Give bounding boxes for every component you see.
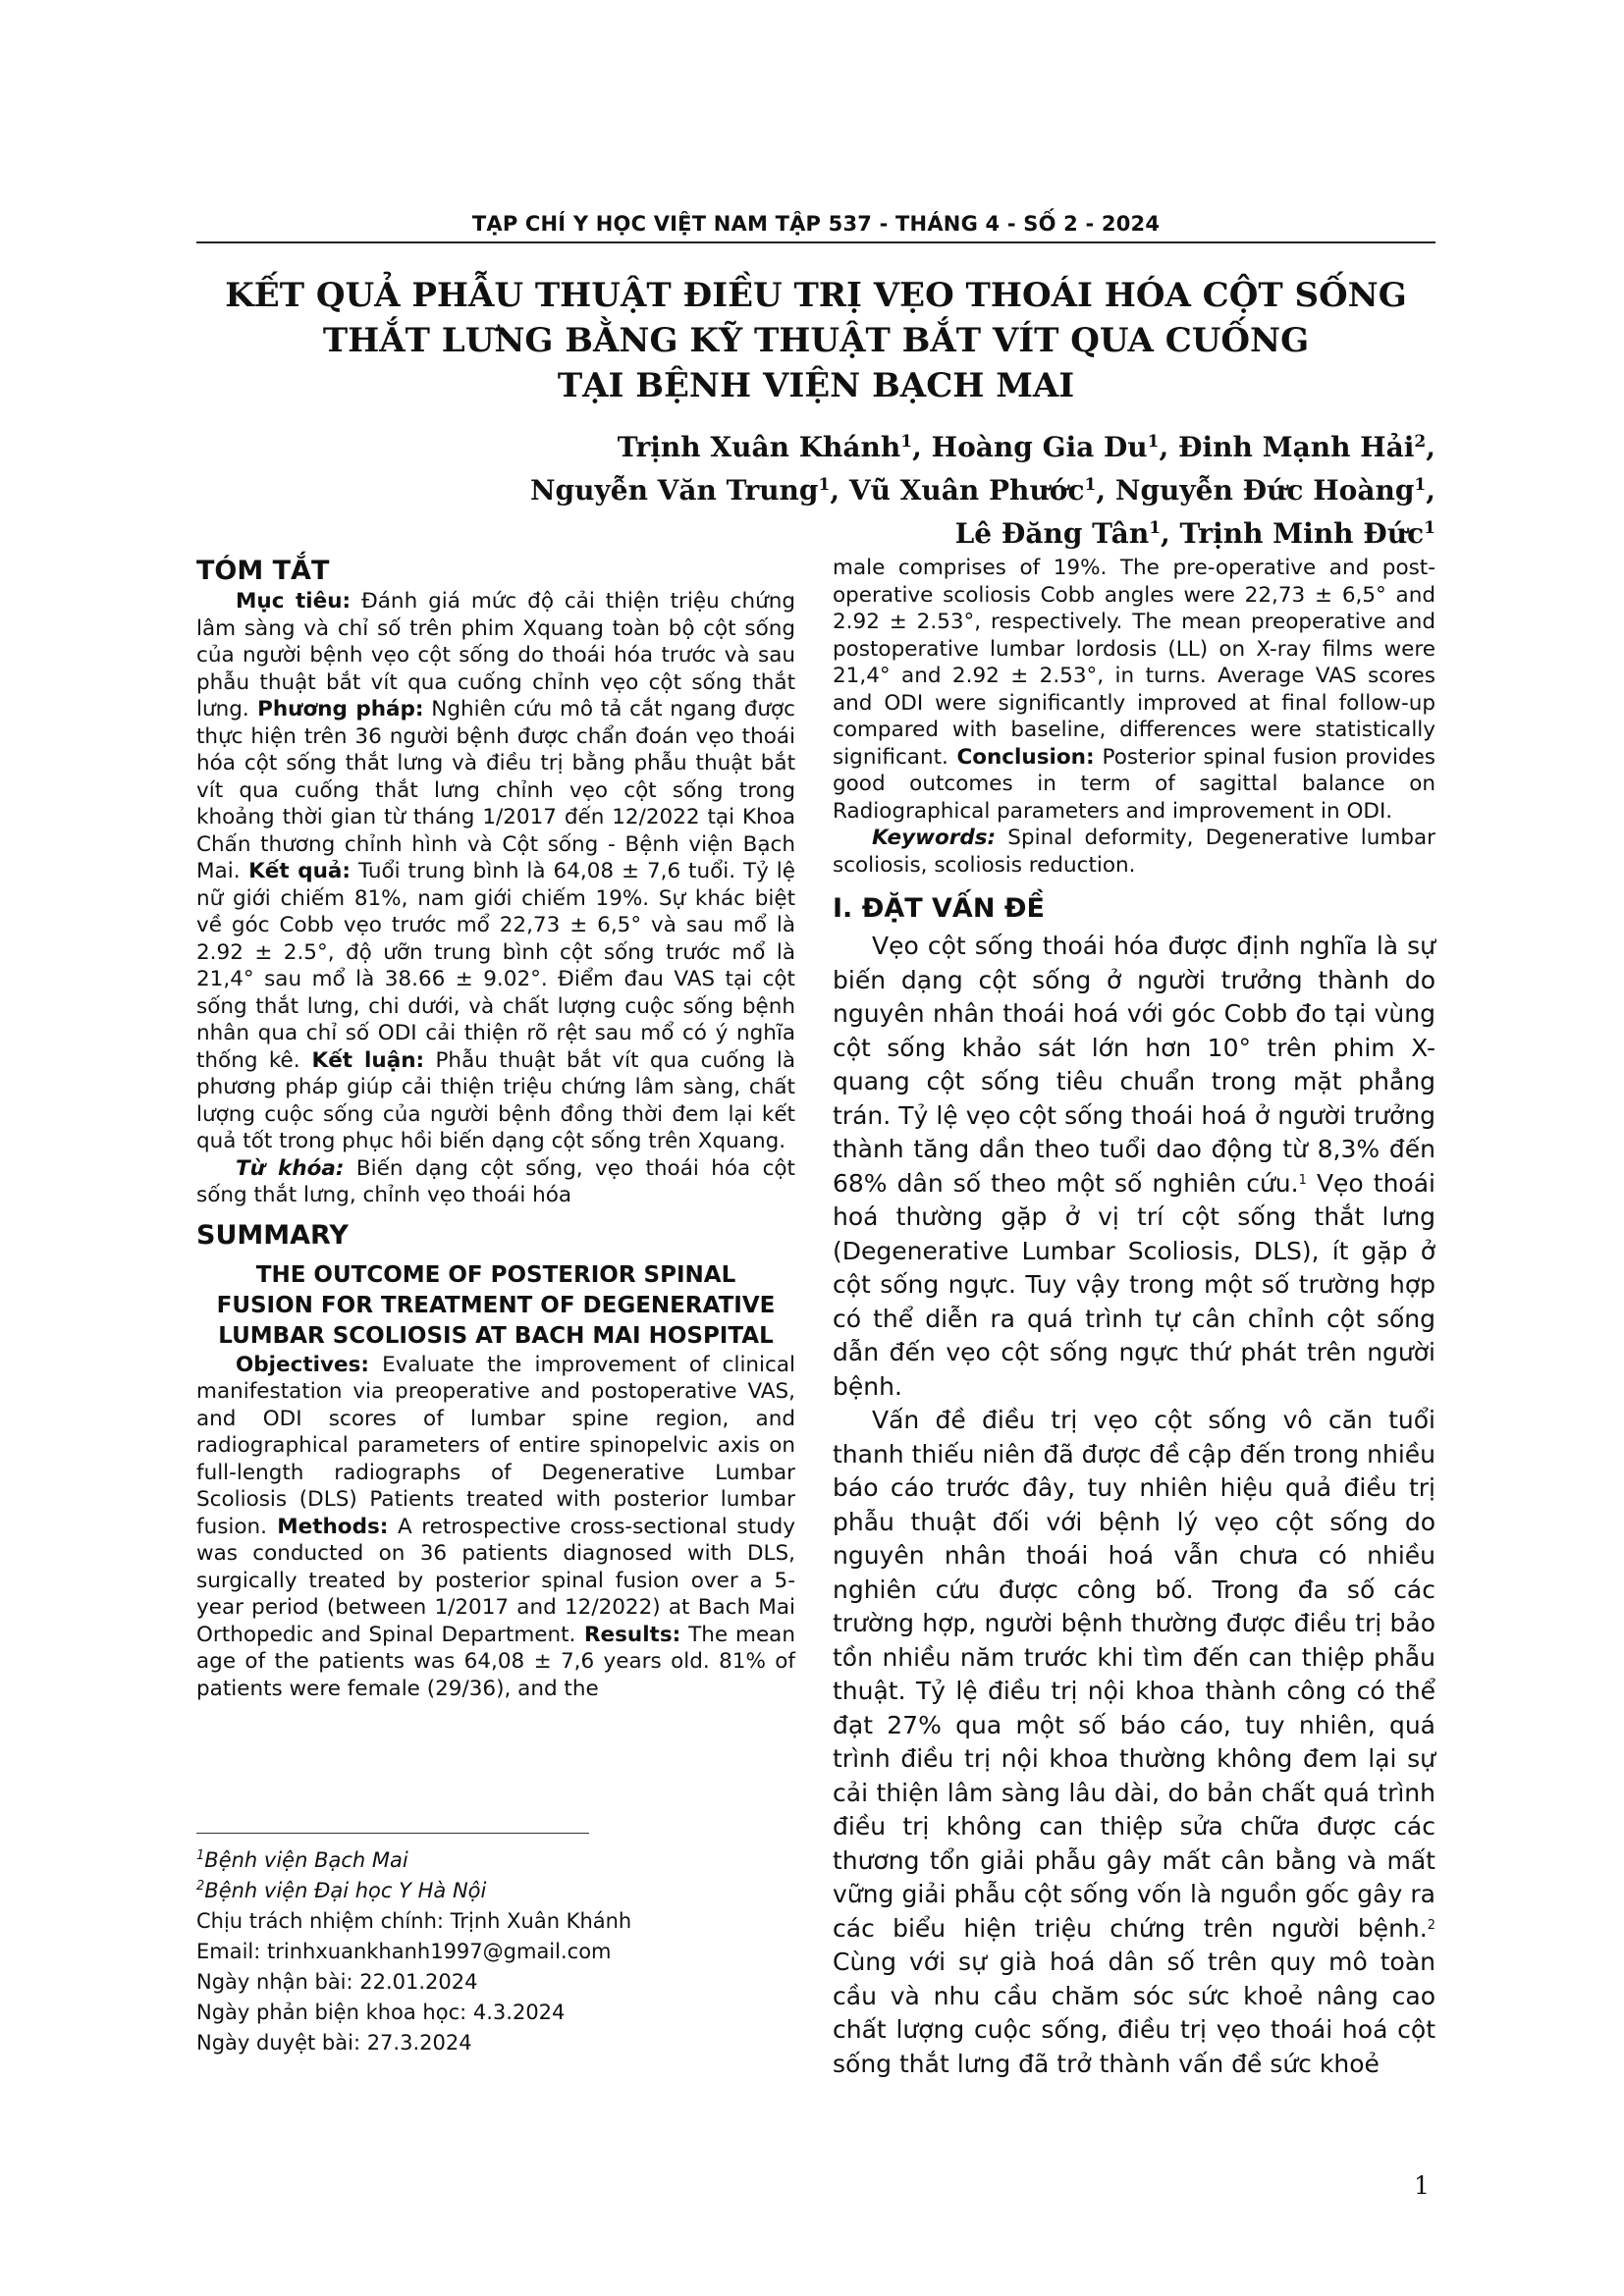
objectives-label: Objectives: xyxy=(236,1352,370,1377)
affiliation-footnote xyxy=(196,1876,795,1906)
author-list xyxy=(454,426,1435,556)
right-column xyxy=(833,555,1435,2081)
affiliation-mark: 1 xyxy=(1414,475,1427,495)
method-text: Nghiên cứu mô tả cắt ngang được thực hiện trên 36 người bệnh được chẩn đoán vẹo thoái hóa cột sống thắt lưng và điều trị bằng phẫu thuật bắt vít qua cuống thắt lưng chỉnh vẹo cột sống trong khoảng thời gian từ tháng 1/2017 đến 12/2022 tại Khoa Chấn thương chỉnh hình và Cột sống - Bệnh viện Bạch Mai. xyxy=(196,697,795,883)
results-text-continued: male comprises of 19%. The pre-operative and post-operative scoliosis Cobb angles were 22,73 ± 6,5° and 2.92 ± 2.53°, respectively. The mean preoperative and postoperative lumbar lordosis (LL) on X-ray films were 21,4° and 2.92 ± 2.53°, in turns. Average VAS scores and ODI were significantly improved at final follow-up compared with baseline, differences were statistically significant. xyxy=(833,556,1435,770)
section-heading: I. ĐẶT VẤN ĐỀ xyxy=(833,893,1045,924)
author-line: Nguyễn Văn Trung$^1$, Vũ Xuân Phước$^1$, Nguyễn Đức Hoàng$^1$, xyxy=(529,474,1435,507)
english-title-line: FUSION FOR TREATMENT OF DEGENERATIVE xyxy=(216,1292,776,1318)
title-line: TẠI BỆNH VIỆN BẠCH MAI xyxy=(557,366,1075,405)
body-text: Vấn đề điều trị vẹo cột sống vô căn tuổi thanh thiếu niên đã được đề cập đến trong nhiều báo cáo trước đây, tuy nhiên hiệu quả điều trị phẫu thuật đối với bệnh lý vẹo cột sống do nguyên nhân thoái hoá vẫn chưa có nhiều nghiên cứu được công bố. Trong đa số các trường hợp, người bệnh thường được điều trị bảo tồn nhiều năm trước khi tìm đến can thiệp phẫu thuật. Tỷ lệ điều trị nội khoa thành công có thể đạt 27% qua một số báo cáo, tuy nhiên, quá trình điều trị nội khoa thường không đem lại sự cải thiện lâm sàng lâu dài, do bản chất quá trình điều trị không can thiệp sửa chữa được các thương tổn giải phẫu gây mất cân bằng và mất vững giải phẫu cột sống vốn là nguồn gốc gây ra các biểu hiện triệu chứng trên người bệnh. xyxy=(833,1406,1435,1943)
keywords-vi xyxy=(196,1155,795,1209)
body-paragraph xyxy=(833,1404,1435,2081)
author-line: Trịnh Xuân Khánh$^1$, Hoàng Gia Du$^1$, Đinh Mạnh Hải$^2$, xyxy=(617,431,1435,463)
author-name: Nguyễn Văn Trung xyxy=(529,474,819,507)
author-name: Hoàng Gia Du xyxy=(931,431,1148,463)
page-number: 1 xyxy=(1414,2171,1430,2200)
result-label: Kết quả: xyxy=(240,859,352,883)
author-name: Nguyễn Đức Hoàng xyxy=(1114,474,1415,507)
footnote-mark: 1 xyxy=(196,1848,205,1863)
summary-continued xyxy=(833,555,1435,825)
method-label: Phương pháp: xyxy=(248,697,424,721)
affiliation-mark: 1 xyxy=(1149,518,1162,538)
footnote-rule xyxy=(196,1833,589,1834)
english-title-line: LUMBAR SCOLIOSIS AT BACH MAI HOSPITAL xyxy=(218,1322,774,1349)
footnote-mark: 2 xyxy=(196,1879,205,1894)
body-text: Cùng với sự già hoá dân số trên quy mô toàn cầu và nhu cầu chăm sóc sức khoẻ nâng cao chất lượng cuộc sống, điều trị vẹo thoái hoá cột sống thắt lưng đã trở thành vấn đề sức khoẻ xyxy=(833,1948,1435,2078)
conclusion-label: Kết luận: xyxy=(299,1047,425,1073)
author-line: Lê Đăng Tân$^1$, Trịnh Minh Đức$^1$ xyxy=(954,517,1435,550)
summary-paragraph xyxy=(196,1352,795,1703)
email-line: Email: trinhxuankhanh1997@gmail.com xyxy=(196,1940,612,1963)
english-title-line: THE OUTCOME OF POSTERIOR SPINAL xyxy=(255,1261,736,1288)
affiliation-text: Bệnh viện Đại học Y Hà Nội xyxy=(204,1879,487,1902)
affiliation-text: Bệnh viện Bạch Mai xyxy=(204,1848,408,1872)
affiliation-footnote xyxy=(196,1845,795,1876)
body-text: Vẹo thoái hoá thường gặp ở vị trí cột sống thắt lưng (Degenerative Lumbar Scoliosis, DLS), ít gặp ở cột sống ngực. Tuy vậy trong một số trường hợp có thể diễn ra quá trình tự cân chỉnh cột sống dẫn đến vẹo cột sống ngực thứ phát trên người bệnh. xyxy=(833,1168,1435,1401)
author-name: Lê Đăng Tân xyxy=(954,517,1150,550)
left-column xyxy=(196,555,795,1702)
body-paragraph xyxy=(833,930,1435,1404)
result-text: Tuổi trung bình là 64,08 ± 7,6 tuổi. Tỷ lệ nữ giới chiếm 81%, nam giới chiếm 19%. Sự khác biệt về góc Cobb vẹo trước mổ 22,73 ± 6,5° và sau mổ là 2.92 ± 2.5°, độ ưỡn trung bình cột sống trước mổ là 21,4° sau mổ là 38.66 ± 9.02°. Điểm đau VAS tại cột sống thắt lưng, chi dưới, và chất lượng cuộc sống bệnh nhân qua chỉ số ODI cải thiện rõ rệt sau mổ có ý nghĩa thống kê. xyxy=(196,859,795,1073)
footnotes xyxy=(196,1845,795,2058)
methods-text: A retrospective cross-sectional study was conducted on 36 patients diagnosed with DLS, surgically treated by posterior spinal fusion over a 5-year period (between 1/2017 and 12/2022) at Bach Mai Orthopedic and Spinal Department. xyxy=(196,1514,795,1647)
keywords-label-en: Keywords: xyxy=(872,826,997,850)
affiliation-mark: 1 xyxy=(900,432,913,452)
citation-ref: 2 xyxy=(1427,1917,1435,1933)
conclusion-label-en: Conclusion: xyxy=(947,744,1095,770)
affiliation-mark: 1 xyxy=(1147,432,1160,452)
body-text: Vẹo cột sống thoái hóa được định nghĩa là sự biến dạng cột sống ở người trưởng thành do nguyên nhân thoái hoá với góc Cobb đo tại vùng cột sống khảo sát lớn hơn 10° trên phim X-quang cột sống tiêu chuẩn trong mặt phẳng trán. Tỷ lệ vẹo cột sống thoái hoá ở người trưởng thành tăng dần theo tuổi dao động từ 8,3% đến 68% dân số theo một số nghiên cứu. xyxy=(833,932,1435,1198)
header-rule xyxy=(196,241,1435,243)
keywords-label: Từ khóa: xyxy=(236,1155,345,1181)
affiliation-mark: 2 xyxy=(1414,432,1427,452)
article-title xyxy=(196,273,1435,408)
abstract-heading: TÓM TẮT xyxy=(196,556,330,586)
author-name: Trịnh Minh Đức xyxy=(1179,517,1425,550)
keywords-text: Biến dạng cột sống, vẹo thoái hóa cột sống thắt lưng, chỉnh vẹo thoái hóa xyxy=(196,1155,795,1207)
english-title xyxy=(196,1260,795,1352)
review-date: Ngày phản biện khoa học: 4.3.2024 xyxy=(196,2001,566,2024)
keywords-text-en: Spinal deformity, Degenerative lumbar scoliosis, scoliosis reduction. xyxy=(833,826,1435,878)
results-label: Results: xyxy=(575,1622,681,1647)
received-date: Ngày nhận bài: 22.01.2024 xyxy=(196,1970,478,1994)
affiliation-mark: 1 xyxy=(1084,475,1097,495)
author-name: Trịnh Xuân Khánh xyxy=(617,431,901,463)
author-name: Vũ Xuân Phước xyxy=(848,474,1085,507)
accepted-date: Ngày duyệt bài: 27.3.2024 xyxy=(196,2031,472,2055)
objective-text: Đánh giá mức độ cải thiện triệu chứng lâm sàng và chỉ số trên phim Xquang toàn bộ cột sống của người bệnh vẹo cột sống do thoái hóa trước và sau phẫu thuật bắt vít qua cuống chỉnh vẹo cột sống thắt lưng. xyxy=(196,589,795,721)
abstract-paragraph xyxy=(196,588,795,1155)
objectives-text: Evaluate the improvement of clinical manifestation via preoperative and postoperative VAS, and ODI scores of lumbar spine region, and radiographical parameters of entire spinopelvic axis on full-length radiographs of Degenerative Lumbar Scoliosis (DLS) Patients treated with posterior lumbar fusion. xyxy=(196,1352,795,1539)
conclusion-text-en: Posterior spinal fusion provides good outcomes in term of sagittal balance on Radiographical parameters and improvement in ODI. xyxy=(833,744,1435,824)
affiliation-mark: 1 xyxy=(818,475,831,495)
title-line: THẮT LƯNG BẰNG KỸ THUẬT BẮT VÍT QUA CUỐNG xyxy=(322,321,1310,360)
keywords-en xyxy=(833,825,1435,879)
title-line: KẾT QUẢ PHẪU THUẬT ĐIỀU TRỊ VẸO THOÁI HÓA CỘT SỐNG xyxy=(225,276,1407,315)
objective-label: Mục tiêu: xyxy=(236,589,352,614)
results-text: The mean age of the patients was 64,08 ± 7,6 years old. 81% of patients were female (29/36), and the xyxy=(196,1622,795,1701)
conclusion-text: Phẫu thuật bắt vít qua cuống là phương pháp giúp cải thiện triệu chứng lâm sàng, chất lượng cuộc sống của người bệnh đồng thời đem lại kết quả tốt trong phục hồi biến dạng cột sống trên Xquang. xyxy=(196,1047,795,1153)
running-head: TẠP CHÍ Y HỌC VIỆT NAM TẬP 537 - THÁNG 4 - SỐ 2 - 2024 xyxy=(471,212,1161,236)
methods-label: Methods: xyxy=(267,1514,389,1539)
citation-ref: 1 xyxy=(1298,1172,1307,1188)
author-name: Đinh Mạnh Hải xyxy=(1178,431,1415,463)
corresponding-author: Chịu trách nhiệm chính: Trịnh Xuân Khánh xyxy=(196,1909,632,1933)
summary-heading: SUMMARY xyxy=(196,1219,349,1251)
affiliation-mark: 1 xyxy=(1424,518,1435,538)
